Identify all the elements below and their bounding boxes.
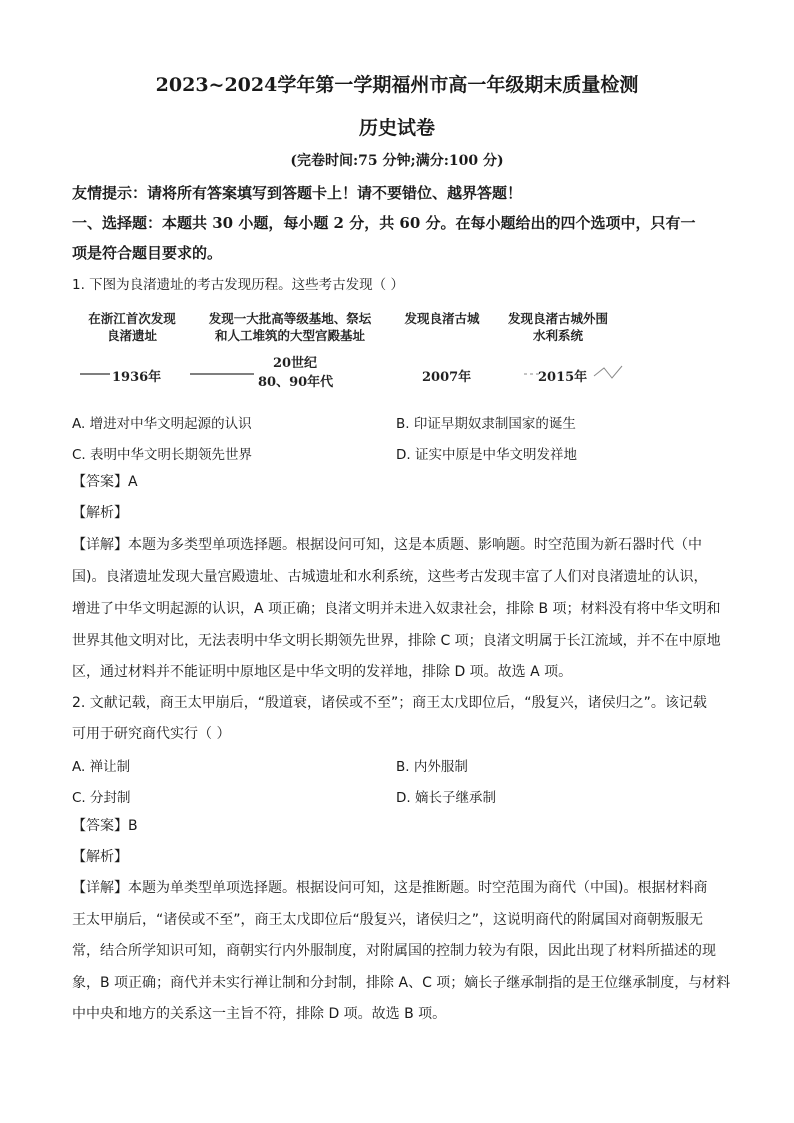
q1-detail-line-4: 世界其他文明对比，无法表明中华文明长期领先世界，排除 C 项；良渚文明属于长江流域，并不在中原地: [72, 633, 721, 649]
answer-tag: 【答案】: [72, 818, 128, 834]
section-instruction-2: 项是符合题目要求的。: [72, 244, 223, 262]
q2-option-a: A. 禅让制: [72, 759, 131, 775]
q1-option-b: B. 印证早期奴隶制国家的诞生: [396, 416, 576, 432]
q2-detail-line-4: 象，B 项正确；商代并未实行禅让制和分封制，排除 A、C 项；嫡长子继承制指的是王位继承制度，与材料: [72, 975, 731, 991]
q2-option-c: C. 分封制: [72, 790, 131, 806]
q1-option-a: A. 增进对中华文明起源的认识: [72, 416, 252, 432]
timeline-event-2-text: 发现一大批高等级基地、祭坛 和人工堆筑的大型宫殿基址: [208, 311, 372, 343]
q1-detail-line-2: 国)。良渚遗址发现大量宫殿遗址、古城遗址和水利系统，这些考古发现丰富了人们对良渚遗址的认识，: [72, 569, 708, 585]
timeline-year-4: 2015年: [538, 370, 588, 385]
q2-option-d: D. 嫡长子继承制: [396, 790, 496, 806]
q2-stem-line-2: 可用于研究商代实行（ ）: [72, 726, 231, 742]
q1-stem: 1. 下图为良渚遗址的考古发现历程。这些考古发现（ ）: [72, 277, 404, 293]
exam-title: 2023~2024学年第一学期福州市高一年级期末质量检测: [155, 74, 639, 96]
q1-option-d: D. 证实中原是中华文明发祥地: [396, 447, 577, 463]
q1-detail-line-1: 【详解】本题为多类型单项选择题。根据设问可知，这是本质题、影响题。时空范围为新石器时代（中: [72, 537, 702, 553]
timeline-year-3: 2007年: [422, 370, 472, 385]
timeline-event-4-text: 发现良渚古城外围 水利系统: [507, 311, 608, 343]
timeline-event-3-text: 发现良渚古城: [404, 311, 480, 326]
answer-value: A: [128, 474, 138, 490]
q1-option-c: C. 表明中华文明长期领先世界: [72, 447, 253, 463]
detail-tag: 【详解】: [72, 537, 128, 553]
q2-detail-line-3: 常，结合所学知识可知，商朝实行内外服制度，对附属国的控制力较为有限，因此出现了材料所描述的现: [72, 943, 716, 959]
timeline-event-1-text: 在浙江首次发现 良渚遗址: [88, 311, 176, 343]
time-info: (完卷时间:75 分钟;满分:100 分): [290, 153, 504, 169]
q2-detail-line-2: 王太甲崩后，“诸侯或不至”，商王太戊即位后“殷复兴，诸侯归之”，这说明商代的附属国对商朝叛服无: [72, 912, 704, 928]
answer-value: B: [128, 818, 138, 834]
notice: 友情提示：请将所有答案填写到答题卡上！请不要错位、越界答题！: [72, 184, 523, 202]
q1-detail-line-3: 增进了中华文明起源的认识，A 项正确；良渚文明并未进入奴隶社会，排除 B 项；材料没有将中华文明和: [72, 601, 721, 617]
q1-detail-line-5: 区，通过材料并不能证明中原地区是中华文明的发祥地，排除 D 项。故选 A 项。: [72, 664, 573, 680]
q2-detail-line-1: 【详解】本题为单类型单项选择题。根据设问可知，这是推断题。时空范围为商代（中国)。根据材料商: [72, 880, 708, 896]
q1-analysis-tag: 【解析】: [72, 505, 128, 521]
q1-timeline-figure: [72, 302, 632, 390]
q2-option-b: B. 内外服制: [396, 759, 468, 775]
q2-answer: [72, 816, 727, 836]
answer-tag: 【答案】: [72, 474, 128, 490]
q2-analysis-tag: 【解析】: [72, 849, 128, 865]
timeline-year-2: 20世纪 80、90年代: [258, 356, 334, 390]
detail-tag: 【详解】: [72, 880, 128, 896]
subject-title: 历史试卷: [358, 117, 435, 139]
section-instruction-1: 一、选择题：本题共 30 小题，每小题 2 分，共 60 分。在每小题给出的四个选项中，只有一: [72, 214, 696, 232]
q2-detail-line-5: 中中央和地方的关系这一主旨不符，排除 D 项。故选 B 项。: [72, 1006, 447, 1022]
timeline-year-1: 1936年: [112, 370, 162, 385]
q1-answer: [72, 472, 727, 492]
q2-stem-line-1: 2. 文献记载，商王太甲崩后，“殷道衰，诸侯或不至”；商王太戊即位后，“殷复兴，诸侯归之”。该记载: [72, 695, 707, 711]
